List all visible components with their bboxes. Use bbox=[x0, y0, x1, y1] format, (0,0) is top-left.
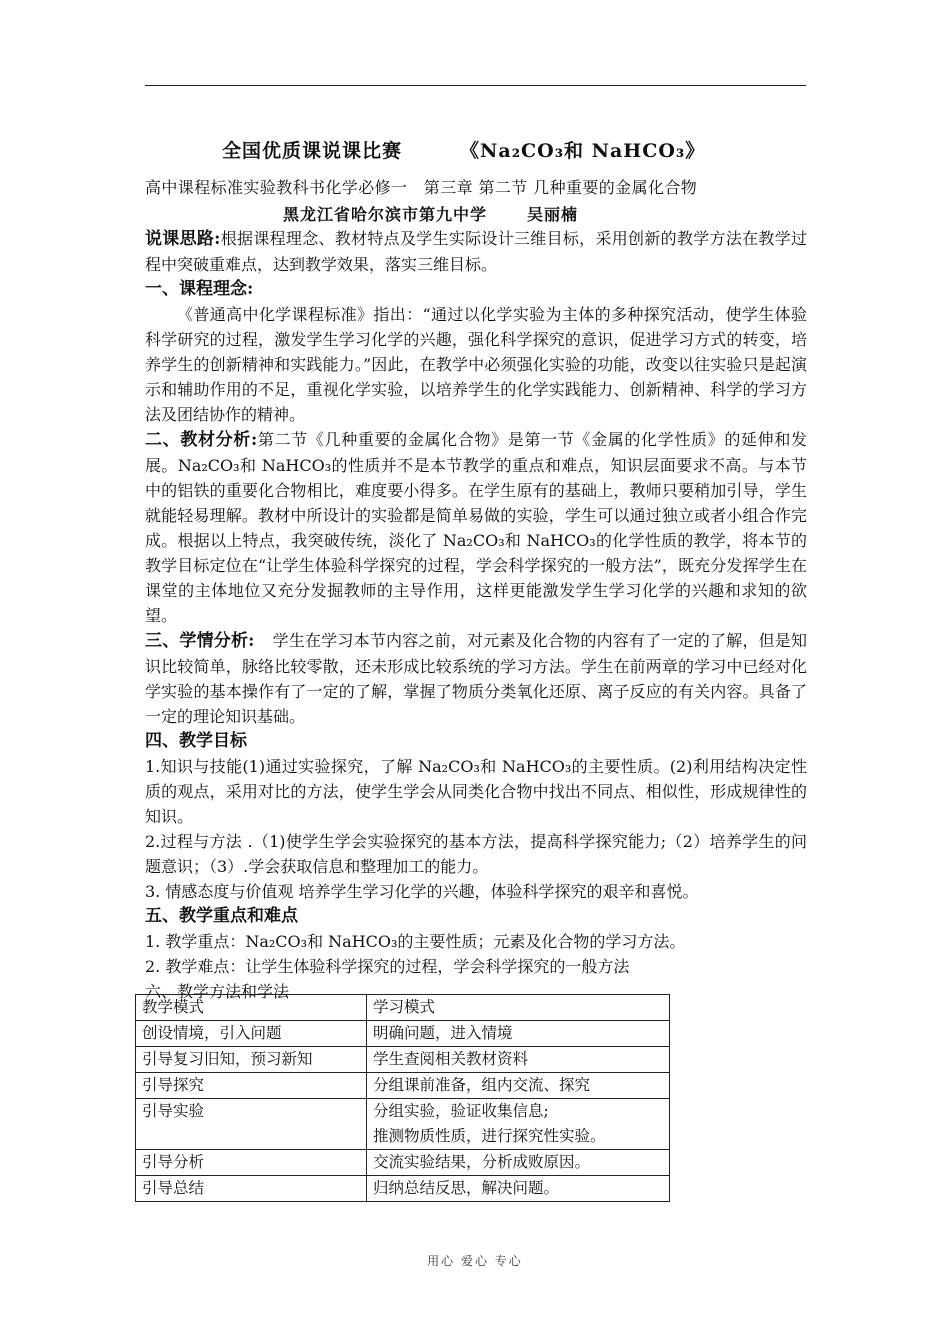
objective-item: 2.过程与方法 .（1)使学生学会实验探究的基本方法，提高科学探究能力;（2）培养学生的问题意识；（3）.学会获取信息和整理加工的能力。 bbox=[145, 832, 807, 876]
table-row bbox=[136, 1047, 670, 1073]
table-cell: 引导复习旧知，预习新知 bbox=[136, 1047, 367, 1073]
table-row bbox=[136, 1073, 670, 1099]
table-header-cell: 教学模式 bbox=[136, 995, 367, 1021]
section3-text: 学生在学习本节内容之前，对元素及化合物的内容有了一定的了解，但是知识比较简单，脉络比较零散，还未形成比较系统的学习方法。学生在前两章的学习中已经对化学实验的基本操作有了一定的了解，掌握了物质分类氧化还原、离子反应的有关内容。具备了一定的理论知识基础。 bbox=[145, 631, 807, 726]
document-title bbox=[222, 136, 705, 163]
table-cell: 分组实验，验证收集信息; 推测物质性质，进行探究性实验。 bbox=[367, 1099, 670, 1150]
author-school: 黑龙江省哈尔滨市第九中学 bbox=[283, 205, 488, 224]
table-cell: 引导分析 bbox=[136, 1150, 367, 1176]
table-cell: 交流实验结果，分析成败原因。 bbox=[367, 1150, 670, 1176]
section6-heading: 六、教学方法和学法 bbox=[145, 982, 290, 1001]
header-rule bbox=[145, 85, 806, 86]
table-row bbox=[136, 1021, 670, 1047]
table-row bbox=[136, 1099, 670, 1150]
objective-item: 3. 情感态度与价值观 培养学生学习化学的兴趣，体验科学探究的艰辛和喜悦。 bbox=[145, 882, 699, 901]
author-name: 吴丽楠 bbox=[527, 205, 579, 224]
section5-heading: 五、教学重点和难点 bbox=[145, 906, 298, 926]
table-cell: 分组课前准备，组内交流、探究 bbox=[367, 1073, 670, 1099]
section1-heading: 一、课程理念: bbox=[145, 279, 254, 299]
table-cell: 学生查阅相关教材资料 bbox=[367, 1047, 670, 1073]
title-right: 《Na₂CO₃和 NaHCO₃》 bbox=[460, 140, 706, 162]
section1-paragraph: 《普通高中化学课程标准》指出：“通过以化学实验为主体的多种探究活动，使学生体验科学研究的过程，激发学生学习化学的兴趣，强化科学探究的意识，促进学习方式的转变，培养学生的创新精神和实践能力。”因此，在教学中必须强化实验的功能，改变以往实验只是起演示和辅助作用的不足，重视化学实验，以培养学生的化学实践能力、创新精神、科学的学习方法及团结协作的精神。 bbox=[145, 305, 807, 424]
methods-table bbox=[135, 994, 670, 1202]
page-footer: 用心 爱心 专心 bbox=[427, 1254, 523, 1268]
section3-paragraph bbox=[145, 628, 807, 729]
intro-text: 根据课程理念、教材特点及学生实际设计三维目标，采用创新的教学方法在教学过程中突破重难点，达到教学效果，落实三维目标。 bbox=[145, 229, 807, 274]
table-cell: 引导总结 bbox=[136, 1176, 367, 1202]
table-header-row bbox=[136, 995, 670, 1021]
table-cell: 归纳总结反思，解决问题。 bbox=[367, 1176, 670, 1202]
intro-label: 说课思路: bbox=[145, 229, 221, 249]
section4-heading: 四、教学目标 bbox=[145, 731, 247, 751]
section2-paragraph bbox=[145, 427, 807, 628]
table-row bbox=[136, 1150, 670, 1176]
table-cell: 引导实验 bbox=[136, 1099, 367, 1150]
document-body bbox=[145, 226, 807, 1004]
objective-item: 1.知识与技能(1)通过实验探究，了解 Na₂CO₃和 NaHCO₃的主要性质。(2)利用结构决定性质的观点，采用对比的方法，使学生学会从同类化合物中找出不同点、相似性，形成规律性的知识。 bbox=[145, 757, 807, 826]
document-subtitle: 高中课程标准实验教科书化学必修一 第三章 第二节 几种重要的金属化合物 bbox=[145, 178, 698, 197]
table-row bbox=[136, 1176, 670, 1202]
table-cell: 引导探究 bbox=[136, 1073, 367, 1099]
section3-heading: 三、学情分析: bbox=[145, 631, 255, 651]
table-cell: 明确问题，进入情境 bbox=[367, 1021, 670, 1047]
author-line bbox=[283, 202, 578, 225]
keypoint-item: 2. 教学难点：让学生体验科学探究的过程，学会科学探究的一般方法 bbox=[145, 957, 630, 976]
keypoint-item: 1. 教学重点：Na₂CO₃和 NaHCO₃的主要性质；元素及化合物的学习方法。 bbox=[145, 932, 686, 951]
section2-text: 第二节《几种重要的金属化合物》是第一节《金属的化学性质》的延伸和发展。Na₂CO₃和 NaHCO₃的性质并不是本节教学的重点和难点，知识层面要求不高。与本节中的铝铁的重要化合物相比，难度要小得多。在学生原有的基础上，教师只要稍加引导，学生就能轻易理解。教材中所设计的实验都是简单易做的实验，学生可以通过独立或者小组合作完成。根据以上特点，我突破传统，淡化了 Na₂CO₃和 NaHCO₃的化学性质的教学，将本节的教学目标定位在“让学生体验科学探究的过程，学会科学探究的一般方法”，既充分发挥学生在课堂的主体地位又充分发掘教师的主导作用，这样更能激发学生学习化学的兴趣和求知的欲望。 bbox=[145, 430, 807, 625]
intro-paragraph bbox=[145, 226, 807, 277]
section2-heading: 二、教材分析: bbox=[145, 430, 258, 450]
table-cell: 创设情境，引入问题 bbox=[136, 1021, 367, 1047]
table-header-cell: 学习模式 bbox=[367, 995, 670, 1021]
title-left: 全国优质课说课比赛 bbox=[222, 140, 403, 162]
